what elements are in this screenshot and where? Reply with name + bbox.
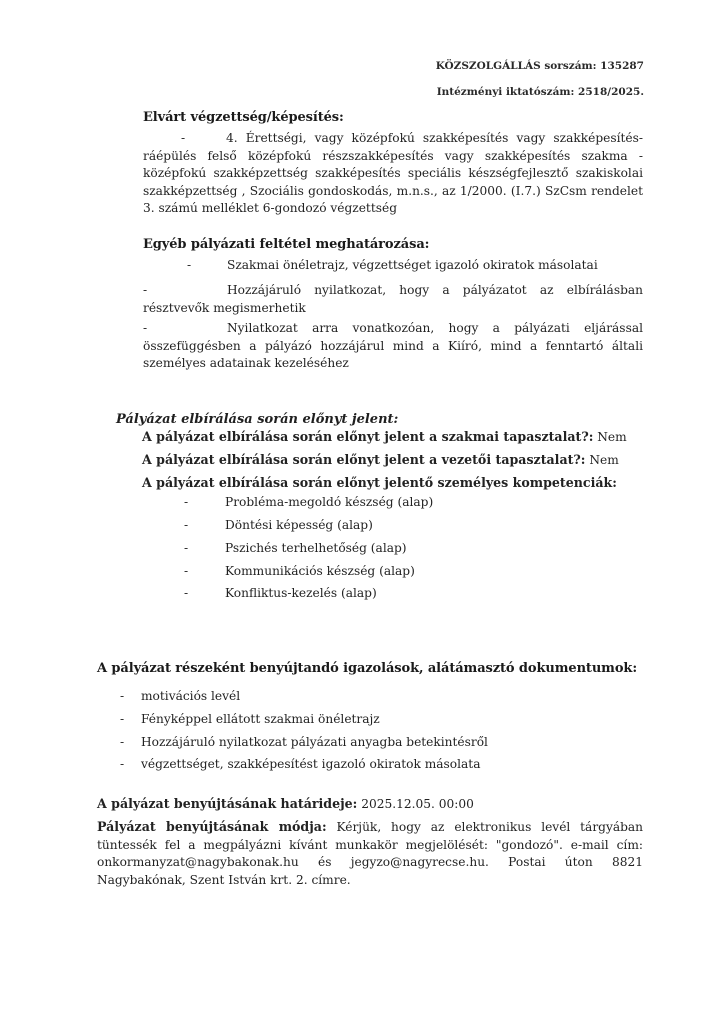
other-conditions-item-1 [143, 257, 643, 275]
competency-text: Pszichés terhelhetőség (alap) [225, 541, 407, 555]
document-text: végzettséget, szakképesítést igazoló okiratok másolata [141, 757, 481, 771]
bullet-dash: - [184, 586, 189, 600]
required-education-text [143, 130, 643, 218]
document-text: Fényképpel ellátott szakmai önéletrajz [141, 712, 380, 726]
submission-text: Kérjük, hogy az elektronikus levél tárgyában tüntessék fel a megpályázni kívánt munkakör megjelölését: "gondozó". e-mail cím: onkormanyzat@nagybakonak.hu és jegyzo@nagyrecse.hu. Postai úton 8821 Nagybakónak, Szent István krt. 2. címre. [97, 820, 644, 887]
leadership-experience-value: Nem [589, 453, 619, 467]
competencies-label: A pályázat elbírálása során előnyt jelentő személyes kompetenciák: [142, 475, 617, 490]
bullet-dash: - [187, 258, 192, 272]
competency-text: Konfliktus-kezelés (alap) [225, 586, 377, 600]
registry-number-value: 2518/2025. [578, 86, 644, 98]
deadline-label: A pályázat benyújtásának határideje: [97, 796, 358, 811]
leadership-experience-label: A pályázat elbírálása során előnyt jelent a vezetői tapasztalat?: [142, 452, 586, 467]
professional-experience-row [142, 429, 627, 444]
bullet-dash: - [181, 131, 186, 145]
other-conditions-item-2 [143, 282, 643, 317]
other-conditions-heading: Egyéb pályázati feltétel meghatározása: [143, 237, 430, 252]
competency-text: Kommunikációs készség (alap) [225, 564, 415, 578]
submission-label: Pályázat benyújtásának módja: [97, 819, 327, 834]
documents-heading: A pályázat részeként benyújtandó igazolások, alátámasztó dokumentumok: [97, 661, 638, 676]
professional-experience-label: A pályázat elbírálása során előnyt jelent a szakmai tapasztalat?: [142, 429, 594, 444]
service-number-label: KÖZSZOLGÁLLÁS sorszám: [435, 60, 597, 72]
bullet-dash: - [120, 735, 125, 749]
registry-number-label: Intézményi iktatószám: [436, 86, 575, 98]
professional-experience-value: Nem [597, 430, 627, 444]
bullet-dash: - [184, 541, 189, 555]
service-number-value: 135287 [600, 60, 644, 72]
bullet-dash: - [143, 283, 148, 297]
bullet-dash: - [120, 757, 125, 771]
other-conditions-item-text: Szakmai önéletrajz, végzettséget igazoló okiratok másolatai [227, 258, 598, 272]
advantages-heading: Pályázat elbírálása során előnyt jelent: [116, 412, 399, 427]
bullet-dash: - [120, 689, 125, 703]
required-education-heading: Elvárt végzettség/képesítés: [143, 110, 344, 125]
submission-paragraph [97, 818, 643, 889]
bullet-dash: - [120, 712, 125, 726]
other-conditions-item-text: Hozzájáruló nyilatkozat, hogy a pályázatot az elbírálásban résztvevők megismerhetik [143, 283, 643, 315]
registry-number [437, 86, 644, 98]
competency-text: Probléma-megoldó készség (alap) [225, 495, 434, 509]
leadership-experience-row [142, 452, 619, 467]
competency-text: Döntési képesség (alap) [225, 518, 373, 532]
other-conditions-item-text: Nyilatkozat arra vonatkozóan, hogy a pályázati eljárással összefüggésben a pályázó hozzájárul mind a Kiíró, mind a fenntartó általi személyes adatainak kezeléséhez [143, 321, 643, 370]
bullet-dash: - [184, 564, 189, 578]
bullet-dash: - [184, 495, 189, 509]
document-text: motivációs levél [141, 689, 241, 703]
bullet-dash: - [184, 518, 189, 532]
document-text: Hozzájáruló nyilatkozat pályázati anyagba betekintésről [141, 735, 488, 749]
required-education-body: 4. Érettségi, vagy középfokú szakképesítés vagy szakképesítés-ráépülés felső középfokú részszakképesítés vagy szakképesítés szakma - középfokú szakképzettség szakképesítés speciális készségfejlesztő szakiskolai szakképzettség , Szociális gondoskodás, m.n.s., az 1/2000. (I.7.) SzCsm rendelet 3. számú melléklet 6-gondozó végzettség [143, 131, 643, 215]
deadline-value: 2025.12.05. 00:00 [361, 797, 474, 811]
bullet-dash: - [143, 321, 148, 335]
other-conditions-item-3 [143, 320, 643, 373]
service-number [436, 60, 644, 72]
deadline-row [97, 796, 474, 811]
